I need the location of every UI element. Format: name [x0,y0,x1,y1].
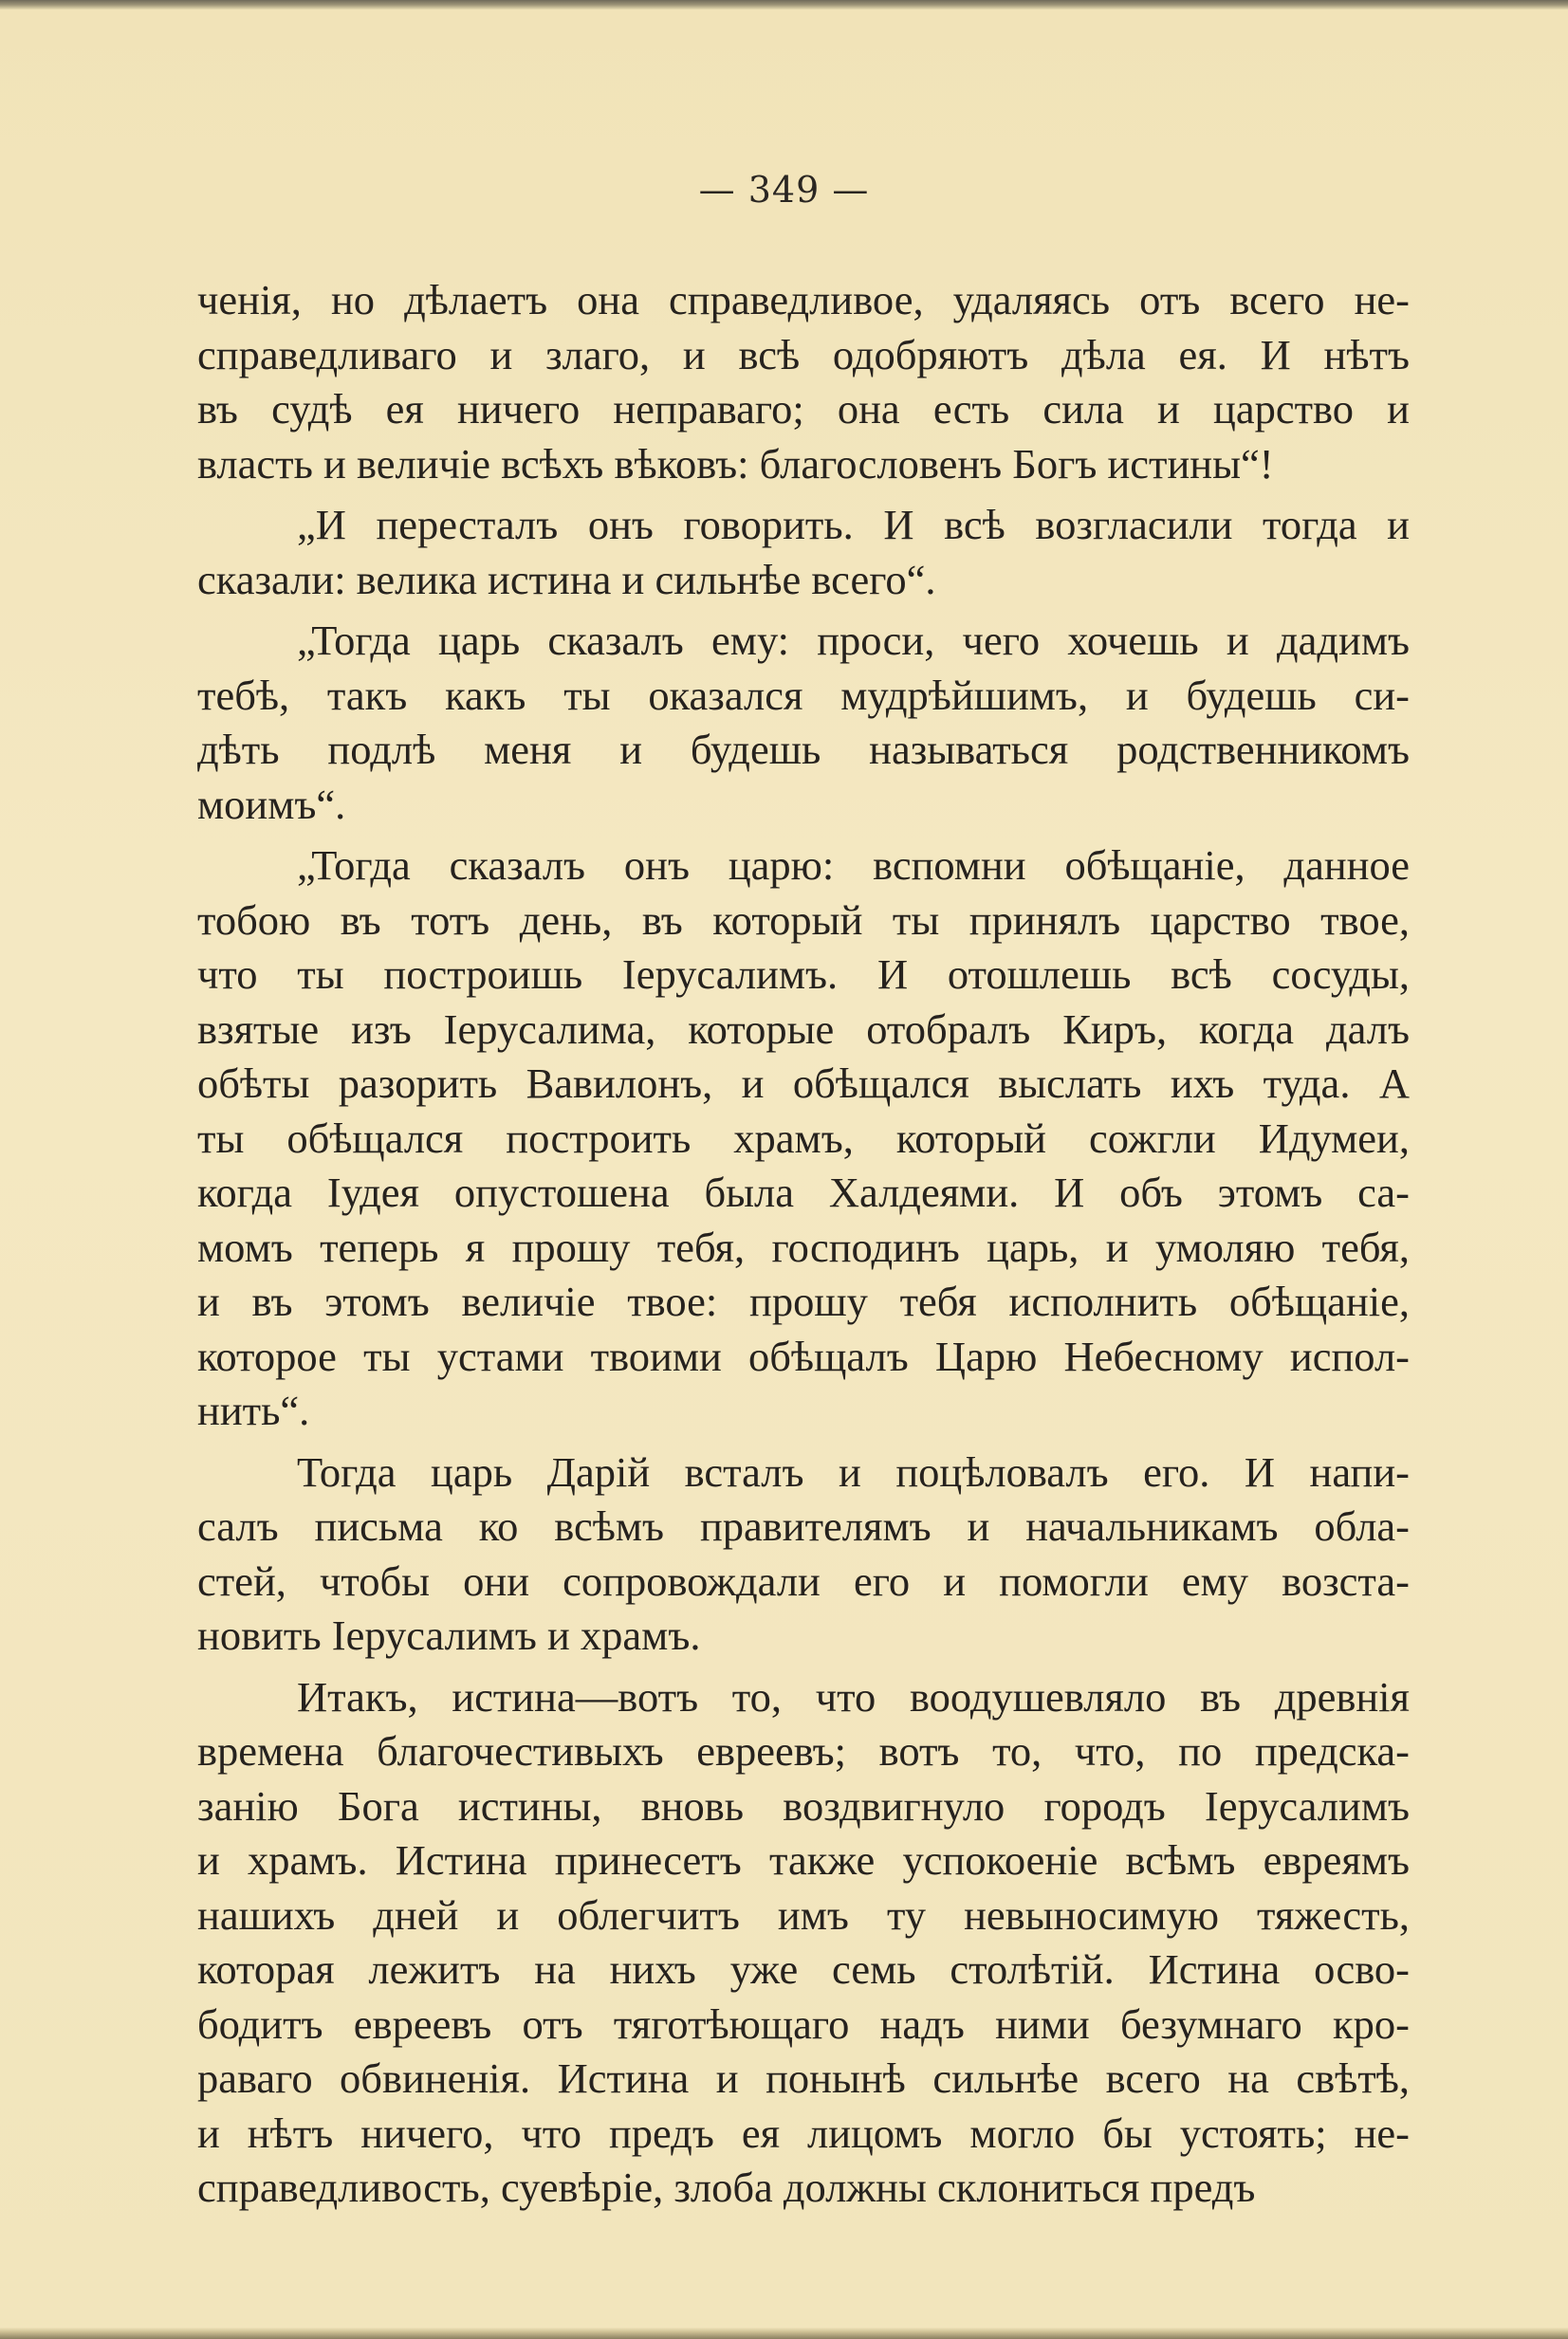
paragraph-gap [197,1664,1410,1670]
text-line: которая лежитъ на нихъ уже семь столѣтій. Истина осво- [197,1945,1410,1993]
top-edge-rule [0,0,1568,9]
paragraph-gap [197,1439,1410,1446]
text-line: занію Бога истины, вновь воздвигнуло городъ Іерусалимъ [197,1781,1410,1830]
paragraph [197,614,1410,832]
text-line: тебѣ, такъ какъ ты оказался мудрѣйшимъ, и будешь си- [197,671,1410,719]
page-number: — 349 — [698,169,870,211]
text-line: которое ты устами твоими обѣщалъ Царю Небесному испол- [197,1332,1410,1380]
text-line: ты обѣщался построить храмъ, который сожгли Идумеи, [197,1114,1410,1162]
text-line: и нѣтъ ничего, что предъ ея лицомъ могло бы устоять; не- [197,2109,1410,2157]
text-line: сказали: велика истина и сильнѣе всего“. [197,555,936,603]
text-line: времена благочестивыхъ евреевъ; вотъ то, что, по предска- [197,1727,1410,1775]
text-line: раваго обвиненія. Истина и понынѣ сильнѣе всего на свѣтѣ, [197,2054,1410,2102]
text-line: тобою въ тотъ день, въ который ты принялъ царство твое, [197,895,1410,944]
text-line: дѣть подлѣ меня и будешь называться родственникомъ [197,726,1410,773]
text-line: и въ этомъ величіе твое: прошу тебя исполнить обѣщаніе, [197,1278,1410,1325]
paragraph [197,498,1410,607]
text-line: „Тогда сказалъ онъ царю: вспомни обѣщаніе, данное [297,841,1410,889]
text-line: „Тогда царь сказалъ ему: проси, чего хочешь и дадимъ [297,617,1410,664]
bottom-edge-rule [0,2328,1568,2339]
paragraph [197,273,1410,491]
text-line: въ судѣ ея ничего неправаго; она есть сила и царство и [197,385,1410,433]
text-line: справедливаго и злаго, и всѣ одобряютъ дѣла ея. И нѣтъ [197,330,1410,378]
text-line: когда Іудея опустошена была Халдеями. И объ этомъ са- [197,1169,1410,1216]
text-line: Итакъ, истина—вотъ то, что воодушевляло въ древнія [297,1672,1410,1721]
paragraph-gap [197,491,1410,498]
body-text [197,273,1410,2216]
text-line: взятые изъ Іерусалима, которые отобралъ Киръ, когда далъ [197,1004,1410,1053]
text-line: нить“. [197,1387,310,1434]
paragraph-gap [197,607,1410,614]
text-line: бодитъ евреевъ отъ тяготѣющаго надъ ними безумнаго кро- [197,1999,1410,2048]
text-line: и храмъ. Истина принесетъ также успокоеніе всѣмъ евреямъ [197,1836,1410,1884]
text-line: „И пересталъ онъ говорить. И всѣ возгласили тогда и [297,501,1410,548]
text-line: власть и величіе всѣхъ вѣковъ: благословенъ Богъ истины“! [197,439,1274,488]
paragraph-gap [197,832,1410,838]
paragraph [197,1446,1410,1664]
text-line: ченія, но дѣлаетъ она справедливое, удаляясь отъ всего не- [197,276,1410,323]
text-line: справедливость, суевѣріе, злоба должны склониться предъ [197,2164,1256,2211]
text-line: обѣты разорить Вавилонъ, и обѣщался выслать ихъ туда. А [197,1059,1410,1107]
text-line: что ты построишь Іерусалимъ. И отошлешь всѣ сосуды, [197,950,1410,998]
paragraph [197,838,1410,1439]
text-line: моимъ“. [197,780,346,828]
text-line: момъ теперь я прошу тебя, господинъ царь, и умоляю тебя, [197,1223,1410,1271]
text-line: нашихъ дней и облегчитъ имъ ту невыносимую тяжесть, [197,1890,1410,1939]
text-line: новить Іерусалимъ и храмъ. [197,1612,701,1659]
text-line: стей, чтобы они сопровождали его и помогли ему возста- [197,1556,1410,1605]
text-line: Тогда царь Дарій всталъ и поцѣловалъ его. И напи- [297,1447,1410,1496]
text-line: салъ письма ко всѣмъ правителямъ и начальникамъ обла- [197,1502,1410,1550]
paragraph [197,1670,1410,2216]
